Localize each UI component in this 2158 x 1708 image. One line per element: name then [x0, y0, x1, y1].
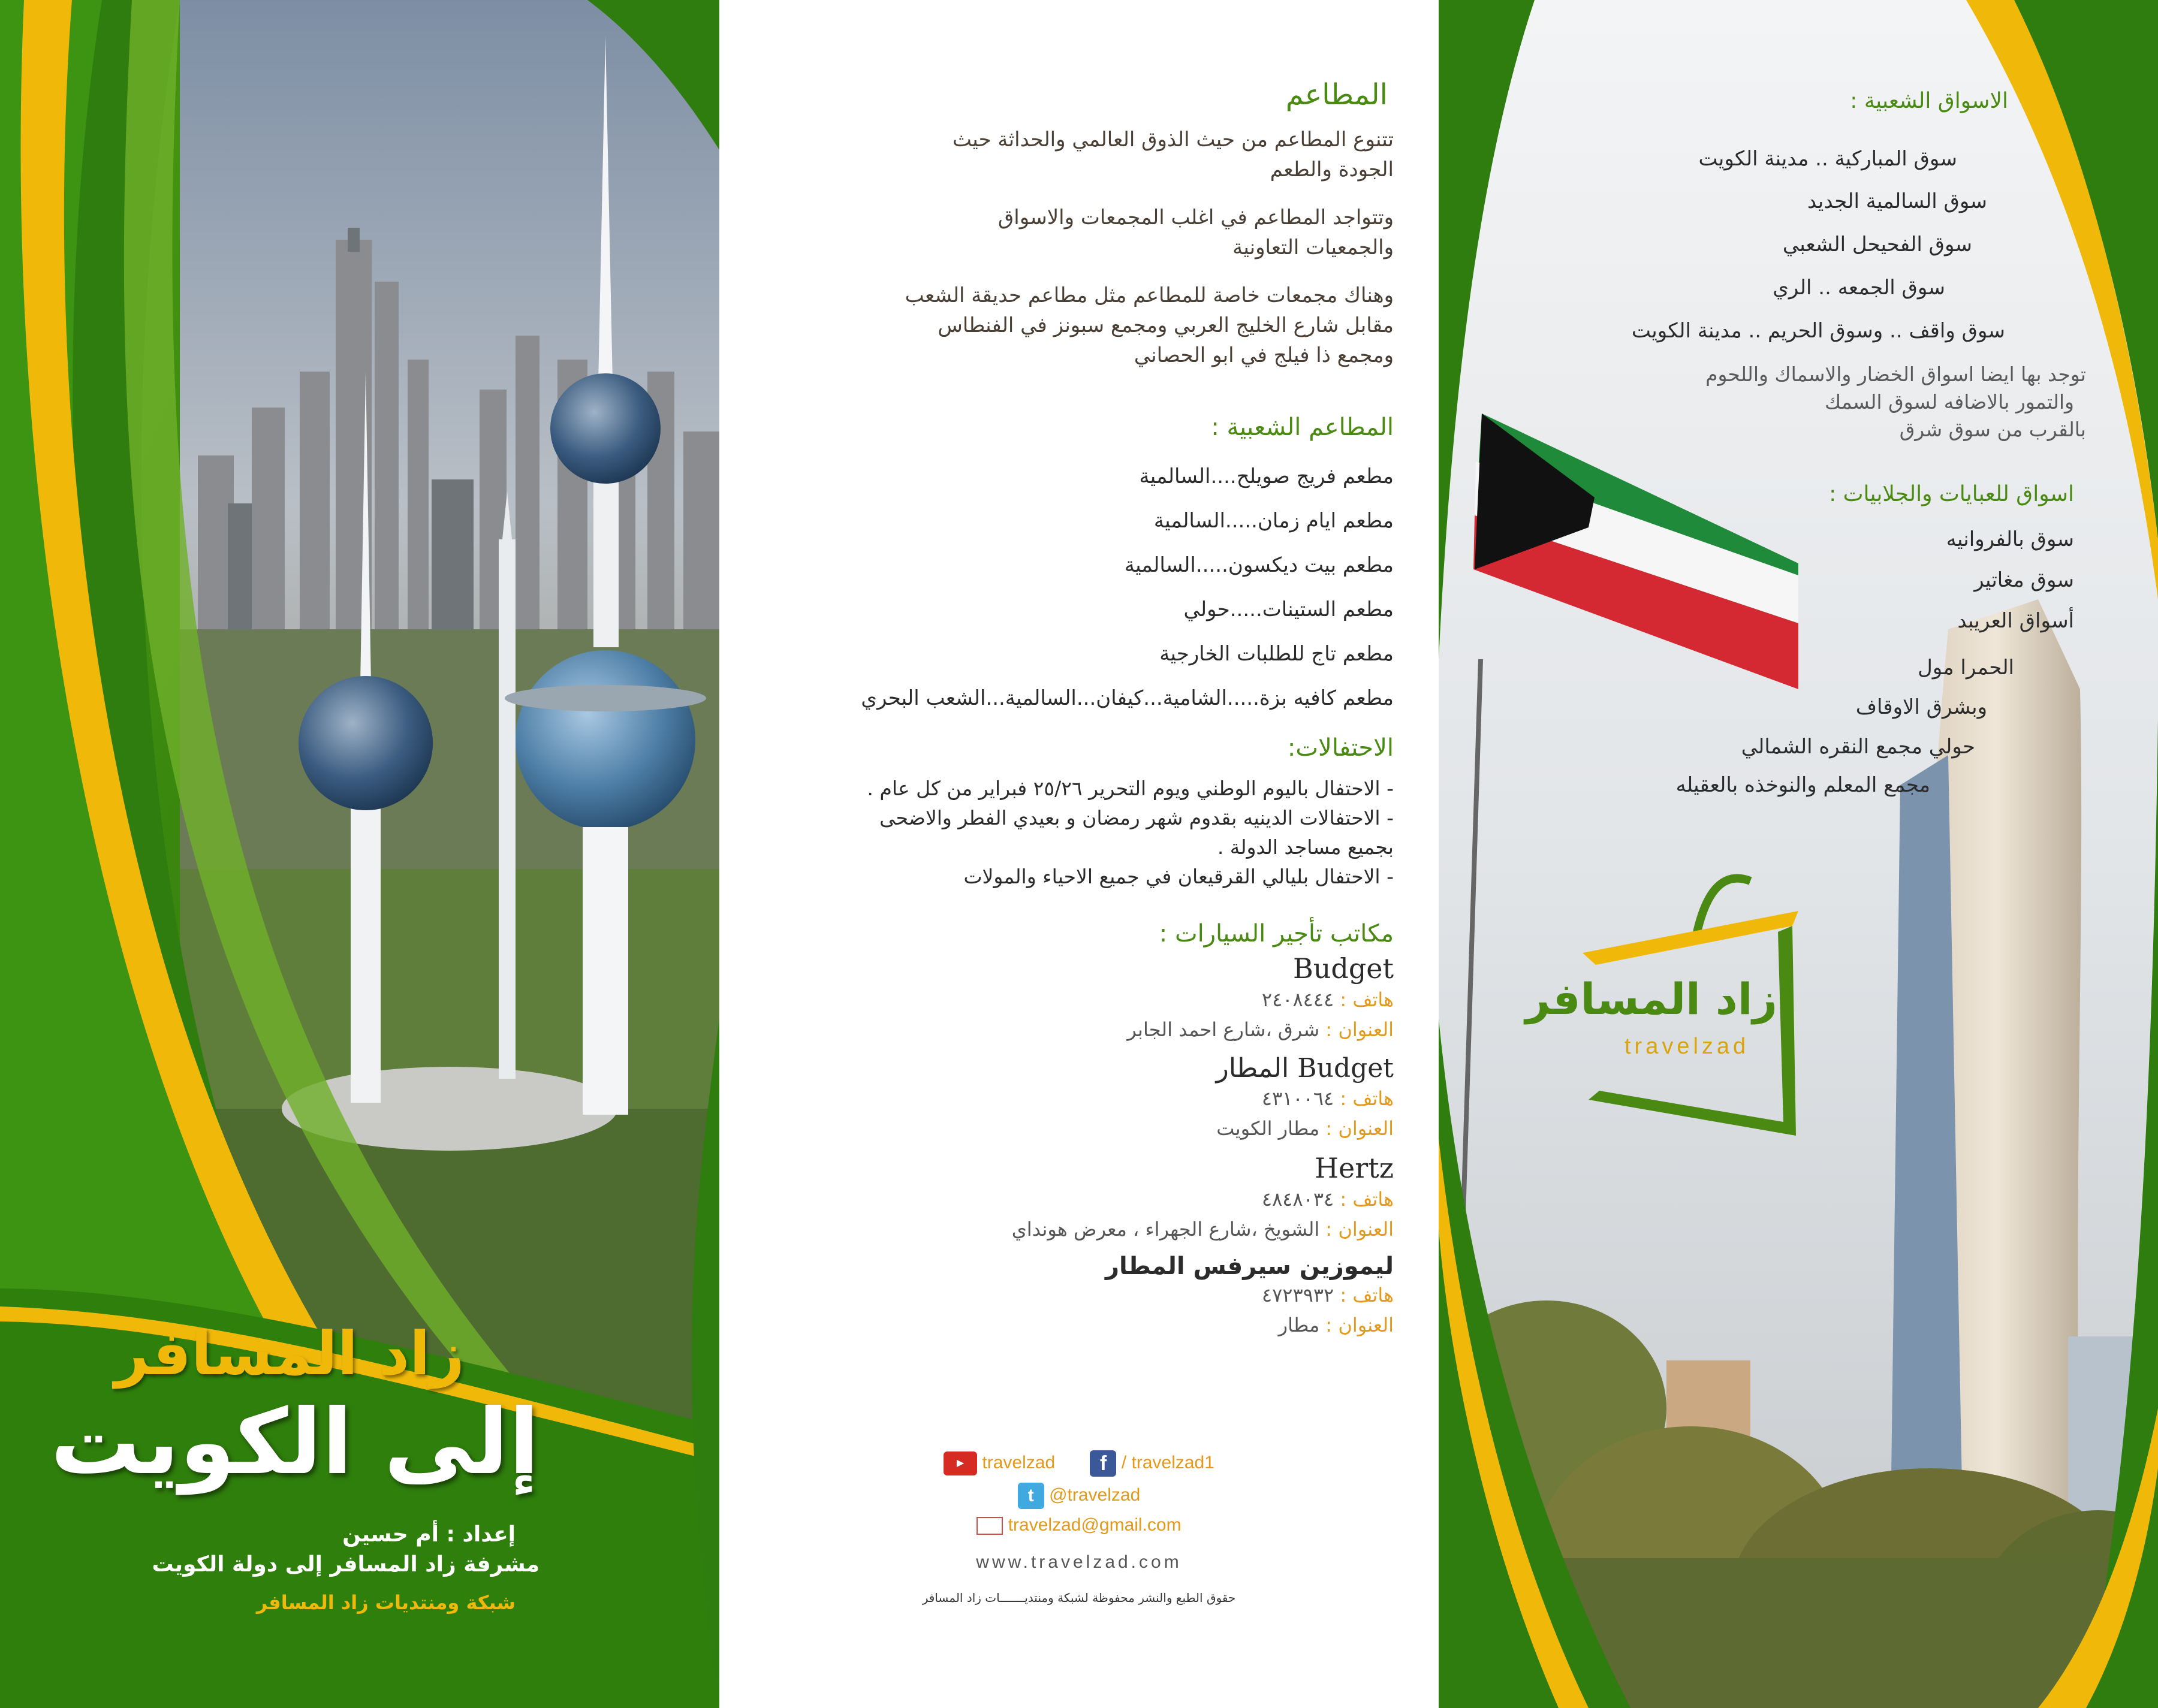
logo-latin: travelzad — [1624, 1034, 1750, 1059]
celebrations-section — [758, 734, 1394, 891]
phone-label: هاتف : — [1340, 1284, 1394, 1306]
right-panel — [1439, 0, 2158, 1708]
restaurants-paragraph — [758, 125, 1394, 185]
note-line: توجد بها ايضا اسواق الخضار والاسماك واللحوم — [1705, 363, 2086, 386]
celebrations-heading: الاحتفالات: — [1287, 734, 1394, 762]
cover-supervisor: مشرفة زاد المسافر إلى دولة الكويت — [152, 1552, 540, 1577]
office-phone: ٢٤٠٨٤٤٤ — [1261, 988, 1334, 1011]
rental-office — [758, 1053, 1394, 1143]
list-item: سوق مغاتير — [1974, 568, 2074, 592]
paragraph-line: وتتواجد المطاعم في اغلب المجمعات والاسواق — [997, 206, 1394, 230]
list-item: مطعم الستينات.....حولي — [1183, 598, 1394, 621]
contact-section — [719, 1450, 1439, 1605]
office-address: الشويخ ،شارع الجهراء ، معرض هونداي — [1011, 1218, 1320, 1241]
middle-panel — [719, 0, 1439, 1708]
note-line: والتمور بالاضافه لسوق السمك — [1825, 390, 2074, 414]
twitter-handle[interactable]: @travelzad — [1049, 1484, 1141, 1505]
copyright-text: حقوق الطبع والنشر محفوظة لشبكة ومنتديـــــــات زاد المسافر — [922, 1591, 1236, 1605]
office-name: ليموزين سيرفس المطار — [1105, 1253, 1394, 1280]
cover-panel — [0, 0, 719, 1708]
list-item: مطعم تاج للطلبات الخارجية — [1159, 642, 1394, 666]
website-link[interactable]: www.travelzad.com — [976, 1552, 1182, 1572]
office-address: شرق ،شارع احمد الجابر — [1127, 1018, 1320, 1041]
paragraph-line: وهناك مجمعات خاصة للمطاعم مثل مطاعم حديقة الشعب — [905, 283, 1394, 307]
list-item: الحمرا مول — [1918, 656, 2014, 680]
paragraph-line: تتنوع المطاعم من حيث الذوق العالمي والحداثة حيث — [952, 128, 1394, 152]
restaurants-paragraph — [758, 203, 1394, 262]
twitter-icon[interactable]: t — [1018, 1483, 1044, 1509]
souqs-heading: الاسواق الشعبية : — [1850, 89, 2008, 113]
address-label: العنوان : — [1325, 1117, 1394, 1140]
car-rental-section — [758, 920, 1394, 1340]
list-item: سوق واقف .. وسوق الحريم .. مدينة الكويت — [1631, 319, 2005, 343]
address-label: العنوان : — [1325, 1018, 1394, 1041]
list-item: مطعم كافيه بزة.....الشامية...كيفان...السالمية...الشعب البحري — [861, 686, 1394, 710]
phone-label: هاتف : — [1340, 988, 1394, 1011]
restaurants-paragraph — [758, 280, 1394, 370]
cover-network: شبكة ومنتديات زاد المسافر — [256, 1591, 516, 1614]
list-item: مطعم ايام زمان.....السالمية — [1153, 509, 1394, 533]
list-item: سوق السالمية الجديد — [1807, 189, 1987, 213]
email-icon — [976, 1517, 1003, 1535]
restaurants-heading: المطاعم — [1285, 78, 1388, 111]
office-phone: ٤٨٤٨٠٣٤ — [1261, 1188, 1334, 1211]
list-item: سوق الفحيحل الشعبي — [1782, 233, 1972, 256]
celebration-line: - الاحتفال باليوم الوطني ويوم التحرير ٢٥/٢٦ فبراير من كل عام . — [867, 777, 1394, 800]
phone-label: هاتف : — [1340, 1188, 1394, 1211]
email-address[interactable]: travelzad@gmail.com — [1008, 1515, 1182, 1535]
cover-title-line1: زاد المسافر — [114, 1318, 465, 1389]
office-name: Budget — [1292, 952, 1394, 985]
phone-label: هاتف : — [1340, 1087, 1394, 1110]
list-item: مطعم فريج صويلح....السالمية — [1139, 464, 1394, 488]
rental-office — [758, 952, 1394, 1045]
office-name: Budget المطار — [1216, 1053, 1394, 1084]
note-line: بالقرب من سوق شرق — [1899, 418, 2086, 441]
popular-restaurants-section — [758, 414, 1394, 720]
list-item: سوق الجمعه .. الري — [1773, 276, 1945, 300]
office-address: مطار — [1278, 1314, 1320, 1336]
office-phone: ٤٣١٠٠٦٤ — [1261, 1087, 1334, 1110]
list-item: سوق بالفروانيه — [1946, 527, 2074, 551]
paragraph-line: مقابل شارع الخليج العربي ومجمع سبونز في الفنطاس — [938, 313, 1394, 337]
facebook-icon[interactable]: f — [1090, 1450, 1116, 1477]
celebration-line: - الاحتفال بليالي القرقيعان في جميع الاحياء والمولات — [963, 865, 1394, 888]
rental-office — [758, 1253, 1394, 1340]
cover-title-line2: إلى الكويت — [50, 1390, 540, 1495]
address-label: العنوان : — [1325, 1314, 1394, 1336]
list-item: سوق المباركية .. مدينة الكويت — [1698, 147, 1957, 171]
office-address: مطار الكويت — [1216, 1117, 1320, 1140]
list-item: حولي مجمع النقره الشمالي — [1741, 735, 1975, 759]
youtube-icon[interactable]: ▶ — [944, 1452, 977, 1475]
celebration-line: - الاحتفالات الدينيه بقدوم شهر رمضان و بعيدي الفطر والاضحى — [879, 806, 1394, 829]
cover-prepared-by: إعداد : أم حسين — [342, 1522, 516, 1547]
rental-office — [758, 1152, 1394, 1244]
car-rental-heading: مكاتب تأجير السيارات : — [1159, 920, 1394, 947]
facebook-handle[interactable]: / travelzad1 — [1121, 1452, 1214, 1472]
list-item: أسواق العريبد — [1957, 609, 2074, 633]
paragraph-line: ومجمع ذا فيلج في ابو الحصاني — [1134, 343, 1394, 367]
office-phone: ٤٧٢٣٩٣٢ — [1261, 1284, 1334, 1306]
abaya-heading: اسواق للعبايات والجلابيات : — [1829, 482, 2074, 506]
list-item: مجمع المعلم والنوخذه بالعقيله — [1675, 773, 1930, 797]
paragraph-line: الجودة والطعم — [1270, 158, 1394, 182]
address-label: العنوان : — [1325, 1218, 1394, 1241]
youtube-handle[interactable]: travelzad — [982, 1452, 1056, 1472]
paragraph-line: والجمعيات التعاونية — [1232, 236, 1394, 259]
souqs-note — [1705, 361, 2086, 443]
logo-arabic: زاد المسافر — [1525, 974, 1777, 1024]
list-item: مطعم بيت ديكسون.....السالمية — [1124, 553, 1394, 577]
restaurants-section — [758, 78, 1394, 370]
office-name: Hertz — [1314, 1152, 1394, 1184]
celebration-line: بجميع مساجد الدولة . — [1217, 835, 1394, 859]
list-item: وبشرق الاوقاف — [1855, 695, 1987, 719]
popular-restaurants-heading: المطاعم الشعبية : — [1211, 414, 1394, 441]
